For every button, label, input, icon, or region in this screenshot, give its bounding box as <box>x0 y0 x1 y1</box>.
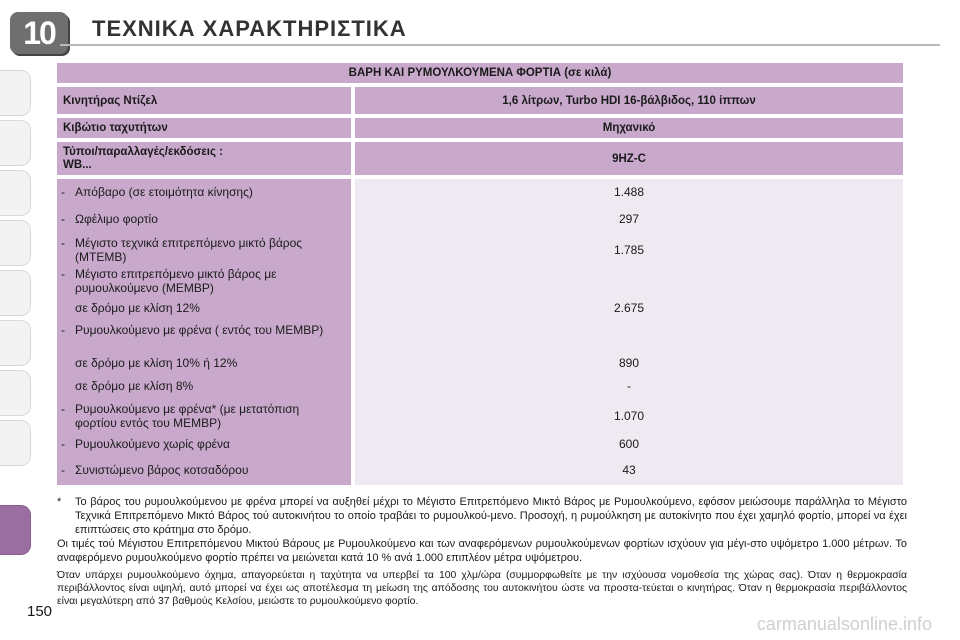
page-number: 150 <box>27 603 53 620</box>
list-item: - Απόβαρο (σε ετοιμότητα κίνησης) <box>61 185 253 199</box>
table-header: ΒΑΡΗ ΚΑΙ ΡΥΜΟΥΛΚΟΥΜΕΝΑ ΦΟΡΤΙΑ (σε κιλά) <box>57 63 903 83</box>
chapter-tab[interactable] <box>0 270 31 316</box>
list-item: - Ρυμουλκούμενο με φρένα ( εντός του ΜΕΜΒΡ) <box>61 323 324 337</box>
chapter-number: 10 <box>23 15 55 51</box>
item-value: 1.488 <box>613 185 645 199</box>
chapter-tab[interactable] <box>0 170 31 216</box>
list-item: - Συνιστώμενο βάρος κοτσαδόρου <box>61 463 249 477</box>
table-row <box>57 118 903 138</box>
item-value: 1.785 <box>613 243 645 257</box>
item-value: 2.675 <box>613 301 645 315</box>
row-label: Κιβώτιο ταχυτήτων <box>57 118 351 138</box>
row-value: 1,6 λίτρων, Turbo HDI 16-βάλβιδος, 110 ίππων <box>355 87 903 114</box>
watermark: carmanualsonline.info <box>756 614 932 634</box>
altitude-note: Οι τιμές τού Μέγιστου Επιτρεπόμενου Μικτού Βάρους με Ρυμουλκούμενο και των αναφερόμενων ρυμουλκούμενων φορτίων ισχύουν για μέγι-στο υψόμετρο 1.000 μέτρων. Το αναφερόμενο ρυμουλκούμενο φορτίο πρέπει να μειώνεται κατά 10 % ανά 1.000 επιπλέον μέτρα υψόμετρου. <box>57 538 907 564</box>
chapter-number-badge <box>10 12 68 54</box>
item-value: 297 <box>618 212 640 226</box>
towing-note: Όταν υπάρχει ρυμουλκούμενο όχημα, απαγορεύεται η ταχύτητα να υπερβεί τα 100 χλμ/ώρα (συμμορφωθείτε με την ισχύουσα νομοθεσία της χώρας σας). Όταν η θερμοκρασία περιβάλλοντος είναι υψηλή, αυτό μπορεί να έχει ως αποτέλεσμα τη μείωση της απόδοσης του αυτοκινήτου ώστε να προστα-τεύεται ο κινητήρας. Όταν η θερμοκρασία περιβάλλοντος είναι μεγαλύτερη από 37 βαθμούς Κελσίου, μειώστε το ρυμουλκούμενο φορτίο. <box>57 570 907 607</box>
weights-labels <box>57 179 351 485</box>
chapter-tab[interactable] <box>0 70 31 116</box>
title-divider <box>60 44 940 46</box>
chapter-tab[interactable] <box>0 320 31 366</box>
chapter-tab[interactable] <box>0 370 31 416</box>
list-item: σε δρόμο με κλίση 10% ή 12% <box>75 356 238 370</box>
notes <box>57 495 907 608</box>
weights-block <box>57 179 903 485</box>
footnote-text: Το βάρος του ρυμουλκούμενου με φρένα μπορεί να αυξηθεί μέχρι το Μέγιστο Επιτρεπόμενο Μικτό Βάρος με Ρυμουλκούμενο, εφόσον μειώσουμε παράλληλα το Μέγιστο Τεχνικά Επιτρεπόμενο Μικτό Βάρος τού αυτοκινήτου το οποίο τραβάει το ρυμουλκού-μενο. Προσοχή, η ρυμούλκηση με αυτοκίνητο που έχει χαμηλό φορτίο, μπορεί να έχει επιπτώσεις στο κράτημα στο δρόμο. <box>75 496 907 536</box>
list-item: - Ρυμουλκούμενο χωρίς φρένα <box>61 437 230 451</box>
item-value: 43 <box>622 463 636 477</box>
chapter-tab[interactable] <box>0 220 31 266</box>
list-item: - Ωφέλιμο φορτίο <box>61 212 158 226</box>
item-value: 600 <box>618 437 640 451</box>
row-label: Τύποι/παραλλαγές/εκδόσεις : WB... <box>57 142 351 175</box>
list-item: - Μέγιστο τεχνικά επιτρεπόμενο μικτό βάρος (ΜΤΕΜΒ) <box>61 236 303 264</box>
item-value: 890 <box>618 356 640 370</box>
weights-table <box>57 63 903 485</box>
footnote-marker: * <box>57 496 62 508</box>
row-value: Μηχανικό <box>355 118 903 138</box>
list-item: - Μέγιστο επιτρεπόμενο μικτό βάρος με ρυμουλκούμενο (ΜΕΜΒΡ) <box>61 267 277 295</box>
list-item: σε δρόμο με κλίση 12% <box>75 301 200 315</box>
weights-values <box>355 179 903 485</box>
item-value: - <box>627 379 631 393</box>
list-item: σε δρόμο με κλίση 8% <box>75 379 194 393</box>
list-item: - Ρυμουλκούμενο με φρένα* (με μετατόπιση φορτίου εντός του ΜΕΜΒΡ) <box>61 402 300 430</box>
chapter-tabs <box>0 40 34 580</box>
chapter-tab-active[interactable] <box>0 505 31 555</box>
item-value: 1.070 <box>613 409 645 423</box>
chapter-tab[interactable] <box>0 420 31 466</box>
row-value: 9HZ-C <box>355 142 903 175</box>
row-label: Κινητήρας Ντίζελ <box>57 87 351 114</box>
chapter-tab[interactable] <box>0 120 31 166</box>
table-row <box>57 87 903 114</box>
page-title: ΤΕΧΝΙΚΑ ΧΑΡΑΚΤΗΡΙΣΤΙΚΑ <box>92 16 407 41</box>
table-row <box>57 142 903 175</box>
